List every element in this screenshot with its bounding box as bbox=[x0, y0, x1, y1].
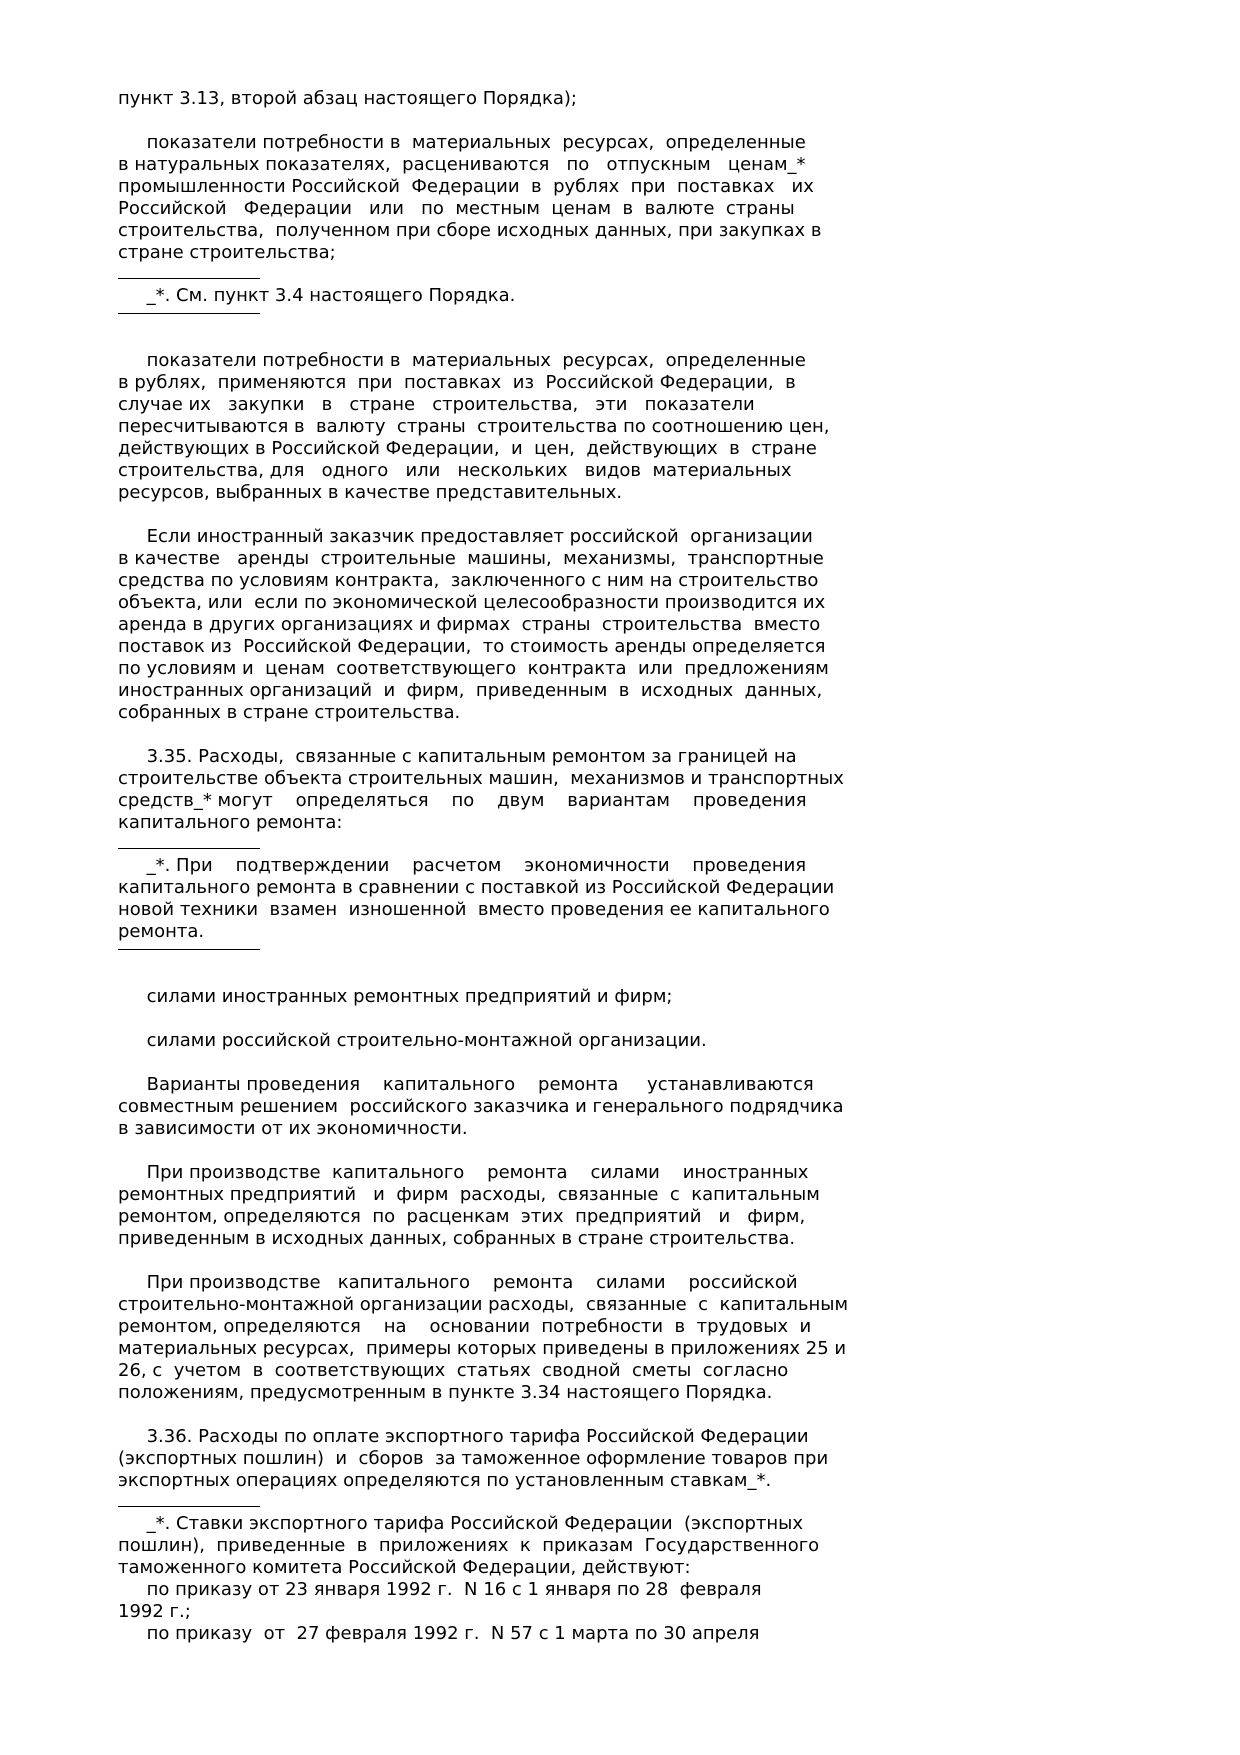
text-line: пошлин), приведенные в приложениях к приказам Государственного bbox=[118, 1535, 820, 1556]
text-line: 3.36. Расходы по оплате экспортного тарифа Российской Федерации bbox=[118, 1426, 809, 1447]
text-line: Варианты проведения капитального ремонта устанавливаются bbox=[118, 1074, 814, 1095]
text-line: поставок из Российской Федерации, то стоимость аренды определяется bbox=[118, 636, 826, 657]
text-line: _*. См. пункт 3.4 настоящего Порядка. bbox=[118, 285, 516, 306]
text-line: строительства, полученном при сборе исходных данных, при закупках в bbox=[118, 220, 822, 241]
text-line: материальных ресурсах, примеры которых приведены в приложениях 25 и bbox=[118, 1338, 847, 1359]
text-line: аренда в других организациях и фирмах страны строительства вместо bbox=[118, 614, 821, 635]
footnote-rule bbox=[118, 949, 260, 950]
paragraph bbox=[118, 746, 1118, 834]
text-line: строительства, для одного или нескольких видов материальных bbox=[118, 460, 792, 481]
footnote bbox=[118, 285, 1118, 307]
text-line: экспортных операциях определяются по установленным ставкам_*. bbox=[118, 1470, 772, 1491]
text-line: 1992 г.; bbox=[118, 1601, 191, 1622]
text-line: по условиям и ценам соответствующего контракта или предложениям bbox=[118, 658, 829, 679]
paragraph bbox=[118, 986, 1118, 1008]
text-line: ремонтных предприятий и фирм расходы, связанные с капитальным bbox=[118, 1184, 820, 1205]
text-line: силами российской строительно-монтажной организации. bbox=[118, 1030, 707, 1051]
paragraph bbox=[118, 1074, 1118, 1140]
text-line: ремонта. bbox=[118, 921, 205, 942]
text-line: 3.35. Расходы, связанные с капитальным ремонтом за границей на bbox=[118, 746, 797, 767]
paragraph bbox=[118, 1162, 1118, 1250]
text-line: стране строительства; bbox=[118, 242, 336, 263]
text-line: (экспортных пошлин) и сборов за таможенное оформление товаров при bbox=[118, 1448, 829, 1469]
text-line: капитального ремонта: bbox=[118, 812, 343, 833]
text-line: положениям, предусмотренным в пункте 3.34 настоящего Порядка. bbox=[118, 1382, 773, 1403]
paragraph bbox=[118, 1030, 1118, 1052]
paragraph bbox=[118, 526, 1118, 724]
footnote-rule bbox=[118, 313, 260, 314]
text-line: _*. При подтверждении расчетом экономичности проведения bbox=[118, 855, 807, 876]
text-line: При производстве капитального ремонта силами российской bbox=[118, 1272, 798, 1293]
text-line: _*. Ставки экспортного тарифа Российской Федерации (экспортных bbox=[118, 1513, 804, 1534]
text-line: объекта, или если по экономической целесообразности производится их bbox=[118, 592, 826, 613]
text-line: показатели потребности в материальных ресурсах, определенные bbox=[118, 132, 806, 153]
footnote bbox=[118, 855, 1118, 943]
text-line: строительно-монтажной организации расходы, связанные с капитальным bbox=[118, 1294, 849, 1315]
text-line: Российской Федерации или по местным ценам в валюте страны bbox=[118, 198, 795, 219]
footnote-rule bbox=[118, 1506, 260, 1507]
text-line: таможенного комитета Российской Федерации, действуют: bbox=[118, 1557, 691, 1578]
text-line: в рублях, применяются при поставках из Российской Федерации, в bbox=[118, 372, 796, 393]
document-page bbox=[118, 88, 1118, 1645]
text-line: ремонтом, определяются на основании потребности в трудовых и bbox=[118, 1316, 812, 1337]
paragraph bbox=[118, 1426, 1118, 1492]
text-line: пересчитываются в валюту страны строительства по соотношению цен, bbox=[118, 416, 830, 437]
text-line: При производстве капитального ремонта силами иностранных bbox=[118, 1162, 809, 1183]
text-line: средств_* могут определяться по двум вариантам проведения bbox=[118, 790, 807, 811]
footnote bbox=[118, 1513, 1118, 1645]
text-line: ремонтом, определяются по расценкам этих предприятий и фирм, bbox=[118, 1206, 806, 1227]
text-line: в качестве аренды строительные машины, механизмы, транспортные bbox=[118, 548, 824, 569]
text-line: ресурсов, выбранных в качестве представительных. bbox=[118, 482, 623, 503]
text-line: собранных в стране строительства. bbox=[118, 702, 461, 723]
text-line: действующих в Российской Федерации, и цен, действующих в стране bbox=[118, 438, 817, 459]
text-line: Если иностранный заказчик предоставляет российской организации bbox=[118, 526, 813, 547]
text-line: пункт 3.13, второй абзац настоящего Порядка); bbox=[118, 88, 577, 109]
text-line: приведенным в исходных данных, собранных в стране строительства. bbox=[118, 1228, 796, 1249]
text-line: новой техники взамен изношенной вместо проведения ее капитального bbox=[118, 899, 830, 920]
text-line: капитального ремонта в сравнении с поставкой из Российской Федерации bbox=[118, 877, 835, 898]
text-line: строительстве объекта строительных машин, механизмов и транспортных bbox=[118, 768, 844, 789]
footnote-rule bbox=[118, 848, 260, 849]
paragraph bbox=[118, 1272, 1118, 1404]
text-line: средства по условиям контракта, заключенного с ним на строительство bbox=[118, 570, 819, 591]
text-line: случае их закупки в стране строительства, эти показатели bbox=[118, 394, 755, 415]
text-line: по приказу от 27 февраля 1992 г. N 57 с 1 марта по 30 апреля bbox=[118, 1623, 760, 1644]
text-line: по приказу от 23 января 1992 г. N 16 с 1 января по 28 февраля bbox=[118, 1579, 762, 1600]
paragraph bbox=[118, 88, 1118, 110]
text-line: в натуральных показателях, расцениваются по отпускным ценам_* bbox=[118, 154, 806, 175]
text-line: промышленности Российской Федерации в рублях при поставках их bbox=[118, 176, 814, 197]
paragraph bbox=[118, 350, 1118, 504]
text-line: силами иностранных ремонтных предприятий и фирм; bbox=[118, 986, 673, 1007]
text-line: показатели потребности в материальных ресурсах, определенные bbox=[118, 350, 806, 371]
text-line: в зависимости от их экономичности. bbox=[118, 1118, 468, 1139]
text-line: совместным решением российского заказчика и генерального подрядчика bbox=[118, 1096, 844, 1117]
paragraph bbox=[118, 132, 1118, 264]
text-line: иностранных организаций и фирм, приведенным в исходных данных, bbox=[118, 680, 823, 701]
footnote-rule bbox=[118, 278, 260, 279]
text-line: 26, с учетом в соответствующих статьях сводной сметы согласно bbox=[118, 1360, 789, 1381]
